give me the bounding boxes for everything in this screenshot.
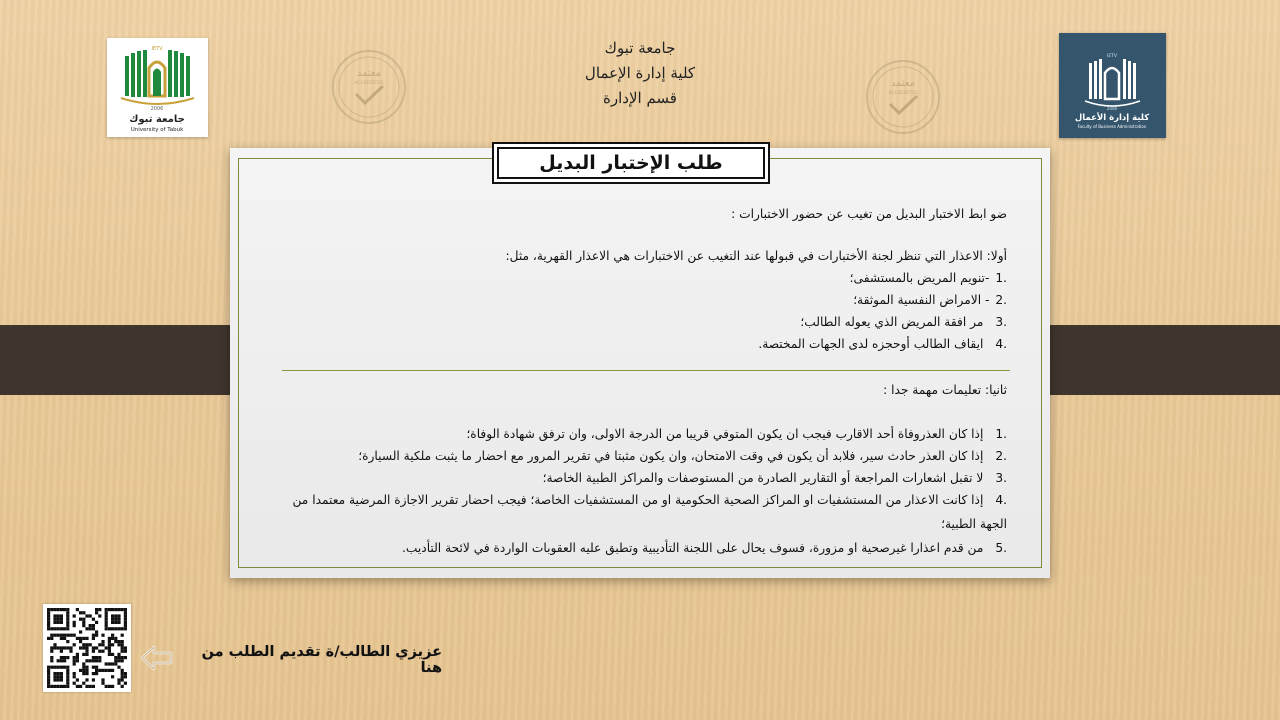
college-name: كلية إدارة الإعمال xyxy=(584,64,696,82)
svg-text:معتمد: معتمد xyxy=(356,68,382,79)
svg-text:Faculty of Business Administra: Faculty of Business Administration xyxy=(1077,124,1147,129)
svg-text:جامعة تبوك: جامعة تبوك xyxy=(129,114,185,125)
svg-text:IETV: IETV xyxy=(1107,54,1117,59)
list-item: .4إذا كانت الاعذار من المستشفيات او المراكز الصحية الحكومية او من المستشفيات الخاصة؛ فيجب احضار تقرير الاجازة المرضية معتمدا من xyxy=(292,493,1007,507)
apply-link[interactable]: عزيزي الطالب/ة تقديم الطلب من هنا xyxy=(201,644,442,676)
svg-text:ACCREDITED: ACCREDITED xyxy=(888,91,918,96)
list-item: .5من قدم اعذارا غيرصحية او مزورة، فسوف يحال على اللجنة التأديبية وتطبق عليه العقوبات الواردة في لائحة التأديب. xyxy=(402,541,1007,555)
svg-text:معتمد: معتمد xyxy=(890,78,916,89)
list-item: .3لا تقبل اشعارات المراجعة أو التقارير الصادرة من المستوصفات والمراكز الطبية الخاصة؛ xyxy=(542,471,1007,485)
intro-text: ضو ابط الاختبار البديل من تغيب عن حضور الاختبارات : xyxy=(731,207,1007,221)
university-name: جامعة تبوك xyxy=(604,39,676,57)
section2-heading: ثانيا: تعليمات مهمة جدا : xyxy=(883,383,1007,397)
page-title: طلب الإختبار البديل xyxy=(497,147,765,179)
list-item: .1إذا كان العذروفاة أحد الاقارب فيجب ان يكون المتوفي قريبا من الدرجة الاولى، وان ترفق شهادة الوفاة؛ xyxy=(466,427,1007,441)
list-item: .3مر افقة المريض الذي يعوله الطالب؛ xyxy=(800,315,1007,329)
svg-text:University of Tabuk: University of Tabuk xyxy=(130,127,184,133)
list-item-continuation: الجهة الطبية؛ xyxy=(941,517,1007,531)
svg-text:2006: 2006 xyxy=(150,106,164,112)
list-item: .4ايقاف الطالب أوحجزه لدى الجهات المختصة. xyxy=(758,337,1007,351)
svg-text:ACCREDITED: ACCREDITED xyxy=(354,81,384,86)
section1-heading: أولا: الاعذار التي تنظر لجنة الأختبارات في قبولها عند التغيب عن الاختبارات هي الاعذار القهرية، مثل: xyxy=(505,249,1007,263)
qr-code-icon[interactable] xyxy=(43,604,131,692)
arrow-left-icon[interactable] xyxy=(140,644,174,672)
list-item: .2إذا كان العذر حادث سير، فلابد أن يكون في وقت الامتحان، وان يكون مثبتا في تقرير المرور مع احضار ما يثبت ملكية السيارة؛ xyxy=(358,449,1007,463)
svg-text:IETV: IETV xyxy=(151,46,163,52)
svg-text:2006: 2006 xyxy=(1106,106,1118,111)
svg-text:كلية إدارة الأعمال: كلية إدارة الأعمال xyxy=(1074,113,1150,123)
list-item: .2- الامراض النفسية الموثقة؛ xyxy=(853,293,1007,307)
list-item: .1-تنويم المريض بالمستشفى؛ xyxy=(849,271,1007,285)
department-name: قسم الإدارة xyxy=(603,89,677,107)
